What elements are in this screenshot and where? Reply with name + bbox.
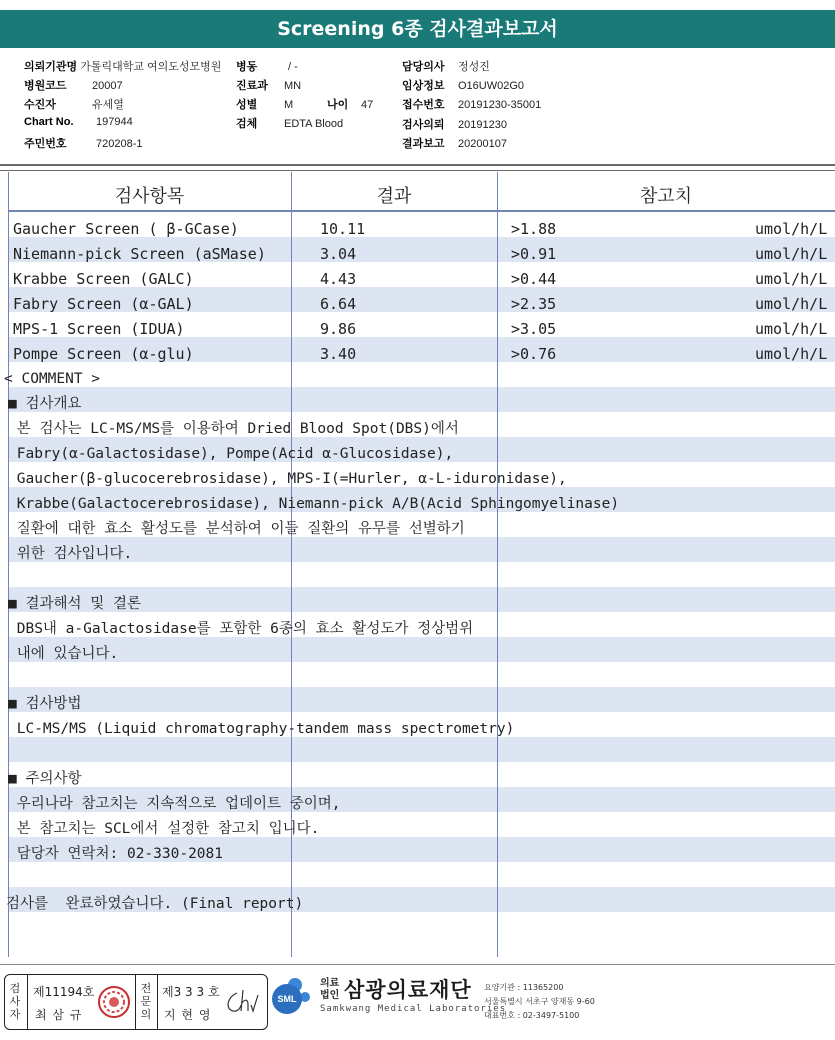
unit-label: umol/h/L [755, 245, 828, 263]
report-title: Screening 6종 검사결과보고서 [0, 10, 835, 48]
test-result-value: 4.43 [320, 270, 357, 288]
tester-name: 최 삼 규 [35, 1008, 83, 1022]
org-phone: 대표번호 : 02-3497-5100 [484, 1011, 580, 1020]
ward-field: 병동 / - [236, 61, 298, 73]
method-title: ■ 검사방법 [8, 696, 82, 712]
signature-box [4, 974, 268, 1030]
receipt-number-field: 접수번호 20191230-35001 [402, 99, 542, 111]
test-result-value: 6.64 [320, 295, 357, 313]
method-line: LC-MS/MS (Liquid chromatography-tandem mass spectrometry) [8, 721, 515, 737]
overview-line: 본 검사는 LC-MS/MS를 이용하여 Dried Blood Spot(DBS)에서 [8, 421, 459, 437]
test-result-value: 3.40 [320, 345, 357, 363]
overview-line: Gaucher(β-glucocerebrosidase), MPS-I(=Hurler, α-L-iduronidase), [8, 471, 567, 487]
patient-name-field: 수진자 유세열 [24, 99, 124, 111]
hospital-name-field: 의뢰기관명 가톨릭대학교 여의도성모병원 [24, 61, 222, 73]
org-english-name: Samkwang Medical Laboratories [320, 1004, 507, 1014]
interpretation-title: ■ 결과해석 및 결론 [8, 596, 141, 612]
column-header-item: 검사항목 [114, 186, 185, 207]
column-header-reference: 참고치 [639, 186, 693, 207]
unit-label: umol/h/L [755, 320, 828, 338]
overview-line: 질환에 대한 효소 활성도를 분석하여 이들 질환의 유무를 선별하기 [8, 521, 465, 537]
sml-logo-icon: SML [272, 984, 302, 1014]
header-divider-thin [0, 170, 835, 171]
patient-info-header [0, 52, 835, 162]
seal-stamp-icon [97, 985, 131, 1019]
reference-value: >0.91 [511, 245, 557, 263]
caution-line: 우리나라 참고치는 지속적으로 업데이트 중이며, [8, 796, 341, 812]
org-type: 의료법인 [320, 978, 340, 1001]
column-divider [497, 172, 498, 957]
unit-label: umol/h/L [755, 295, 828, 313]
chart-number-field: Chart No. 197944 [24, 116, 133, 128]
unit-label: umol/h/L [755, 270, 828, 288]
tester-license: 제11194호 [33, 985, 95, 999]
test-item-name: Fabry Screen (α-GAL) [13, 295, 194, 313]
reference-value: >3.05 [511, 320, 557, 338]
specialist-label: 전문의 [140, 982, 152, 1021]
final-report-note: 검사를 완료하였습니다. (Final report) [6, 896, 304, 912]
test-result-value: 9.86 [320, 320, 357, 338]
handwritten-signature-icon [223, 987, 263, 1017]
doctor-field: 담당의사 정성진 [402, 61, 490, 73]
results-table [0, 172, 835, 962]
stripe [8, 387, 835, 412]
header-divider [0, 164, 835, 166]
reference-value: >2.35 [511, 295, 557, 313]
department-field: 진료과 MN [236, 80, 302, 92]
org-address: 서울특별시 서초구 양재동 9-60 [484, 997, 595, 1006]
interpretation-line: DBS내 a-Galactosidase를 포함한 6종의 효소 활성도가 정상범위 [8, 621, 474, 637]
age-field: 나이 47 [327, 99, 374, 111]
test-item-name: Gaucher Screen ( β-GCase) [13, 220, 239, 238]
overview-line: 위한 검사입니다. [8, 546, 133, 562]
overview-title: ■ 검사개요 [8, 396, 82, 412]
unit-label: umol/h/L [755, 220, 828, 238]
caution-title: ■ 주의사항 [8, 771, 82, 787]
test-item-name: Krabbe Screen (GALC) [13, 270, 194, 288]
column-header-result: 결과 [376, 186, 412, 207]
signature-divider [135, 975, 136, 1029]
resident-number-field: 주민번호 720208-1 [24, 138, 143, 150]
org-name: 삼광의료재단 [344, 978, 472, 1002]
reference-value: >0.76 [511, 345, 557, 363]
test-result-value: 3.04 [320, 245, 357, 263]
table-header-divider [8, 210, 835, 212]
report-date-field: 결과보고 20200107 [402, 138, 507, 150]
signature-divider [157, 975, 158, 1029]
hospital-code-field: 병원코드 20007 [24, 80, 123, 92]
sex-field: 성별 M [236, 99, 294, 111]
org-code: 요양기관 : 11365200 [484, 983, 564, 992]
test-item-name: Pompe Screen (α-glu) [13, 345, 194, 363]
request-date-field: 검사의뢰 20191230 [402, 119, 507, 131]
overview-line: Krabbe(Galactocerebrosidase), Niemann-pick A/B(Acid Sphingomyelinase) [8, 496, 620, 512]
test-result-value: 10.11 [320, 220, 366, 238]
signature-divider [27, 975, 28, 1029]
stripe [8, 687, 835, 712]
caution-line: 담당자 연락처: 02-330-2081 [8, 846, 223, 862]
unit-label: umol/h/L [755, 345, 828, 363]
caution-line: 본 참고치는 SCL에서 설정한 참고치 입니다. [8, 821, 320, 837]
clinical-info-field: 임상정보 O16UW02G0 [402, 80, 525, 92]
specialist-license: 제3 3 3 호 [162, 985, 220, 999]
test-item-name: Niemann-pick Screen (aSMase) [13, 245, 266, 263]
tester-label: 검사자 [9, 982, 21, 1021]
comment-header: < COMMENT > [4, 371, 101, 387]
interpretation-line: 내에 있습니다. [8, 646, 119, 662]
specialist-name: 지 현 영 [164, 1008, 212, 1022]
reference-value: >1.88 [511, 220, 557, 238]
footer-divider [0, 964, 835, 965]
reference-value: >0.44 [511, 270, 557, 288]
specimen-field: 검체 EDTA Blood [236, 118, 344, 130]
overview-line: Fabry(α-Galactosidase), Pompe(Acid α-Glucosidase), [8, 446, 454, 462]
test-item-name: MPS-1 Screen (IDUA) [13, 320, 185, 338]
